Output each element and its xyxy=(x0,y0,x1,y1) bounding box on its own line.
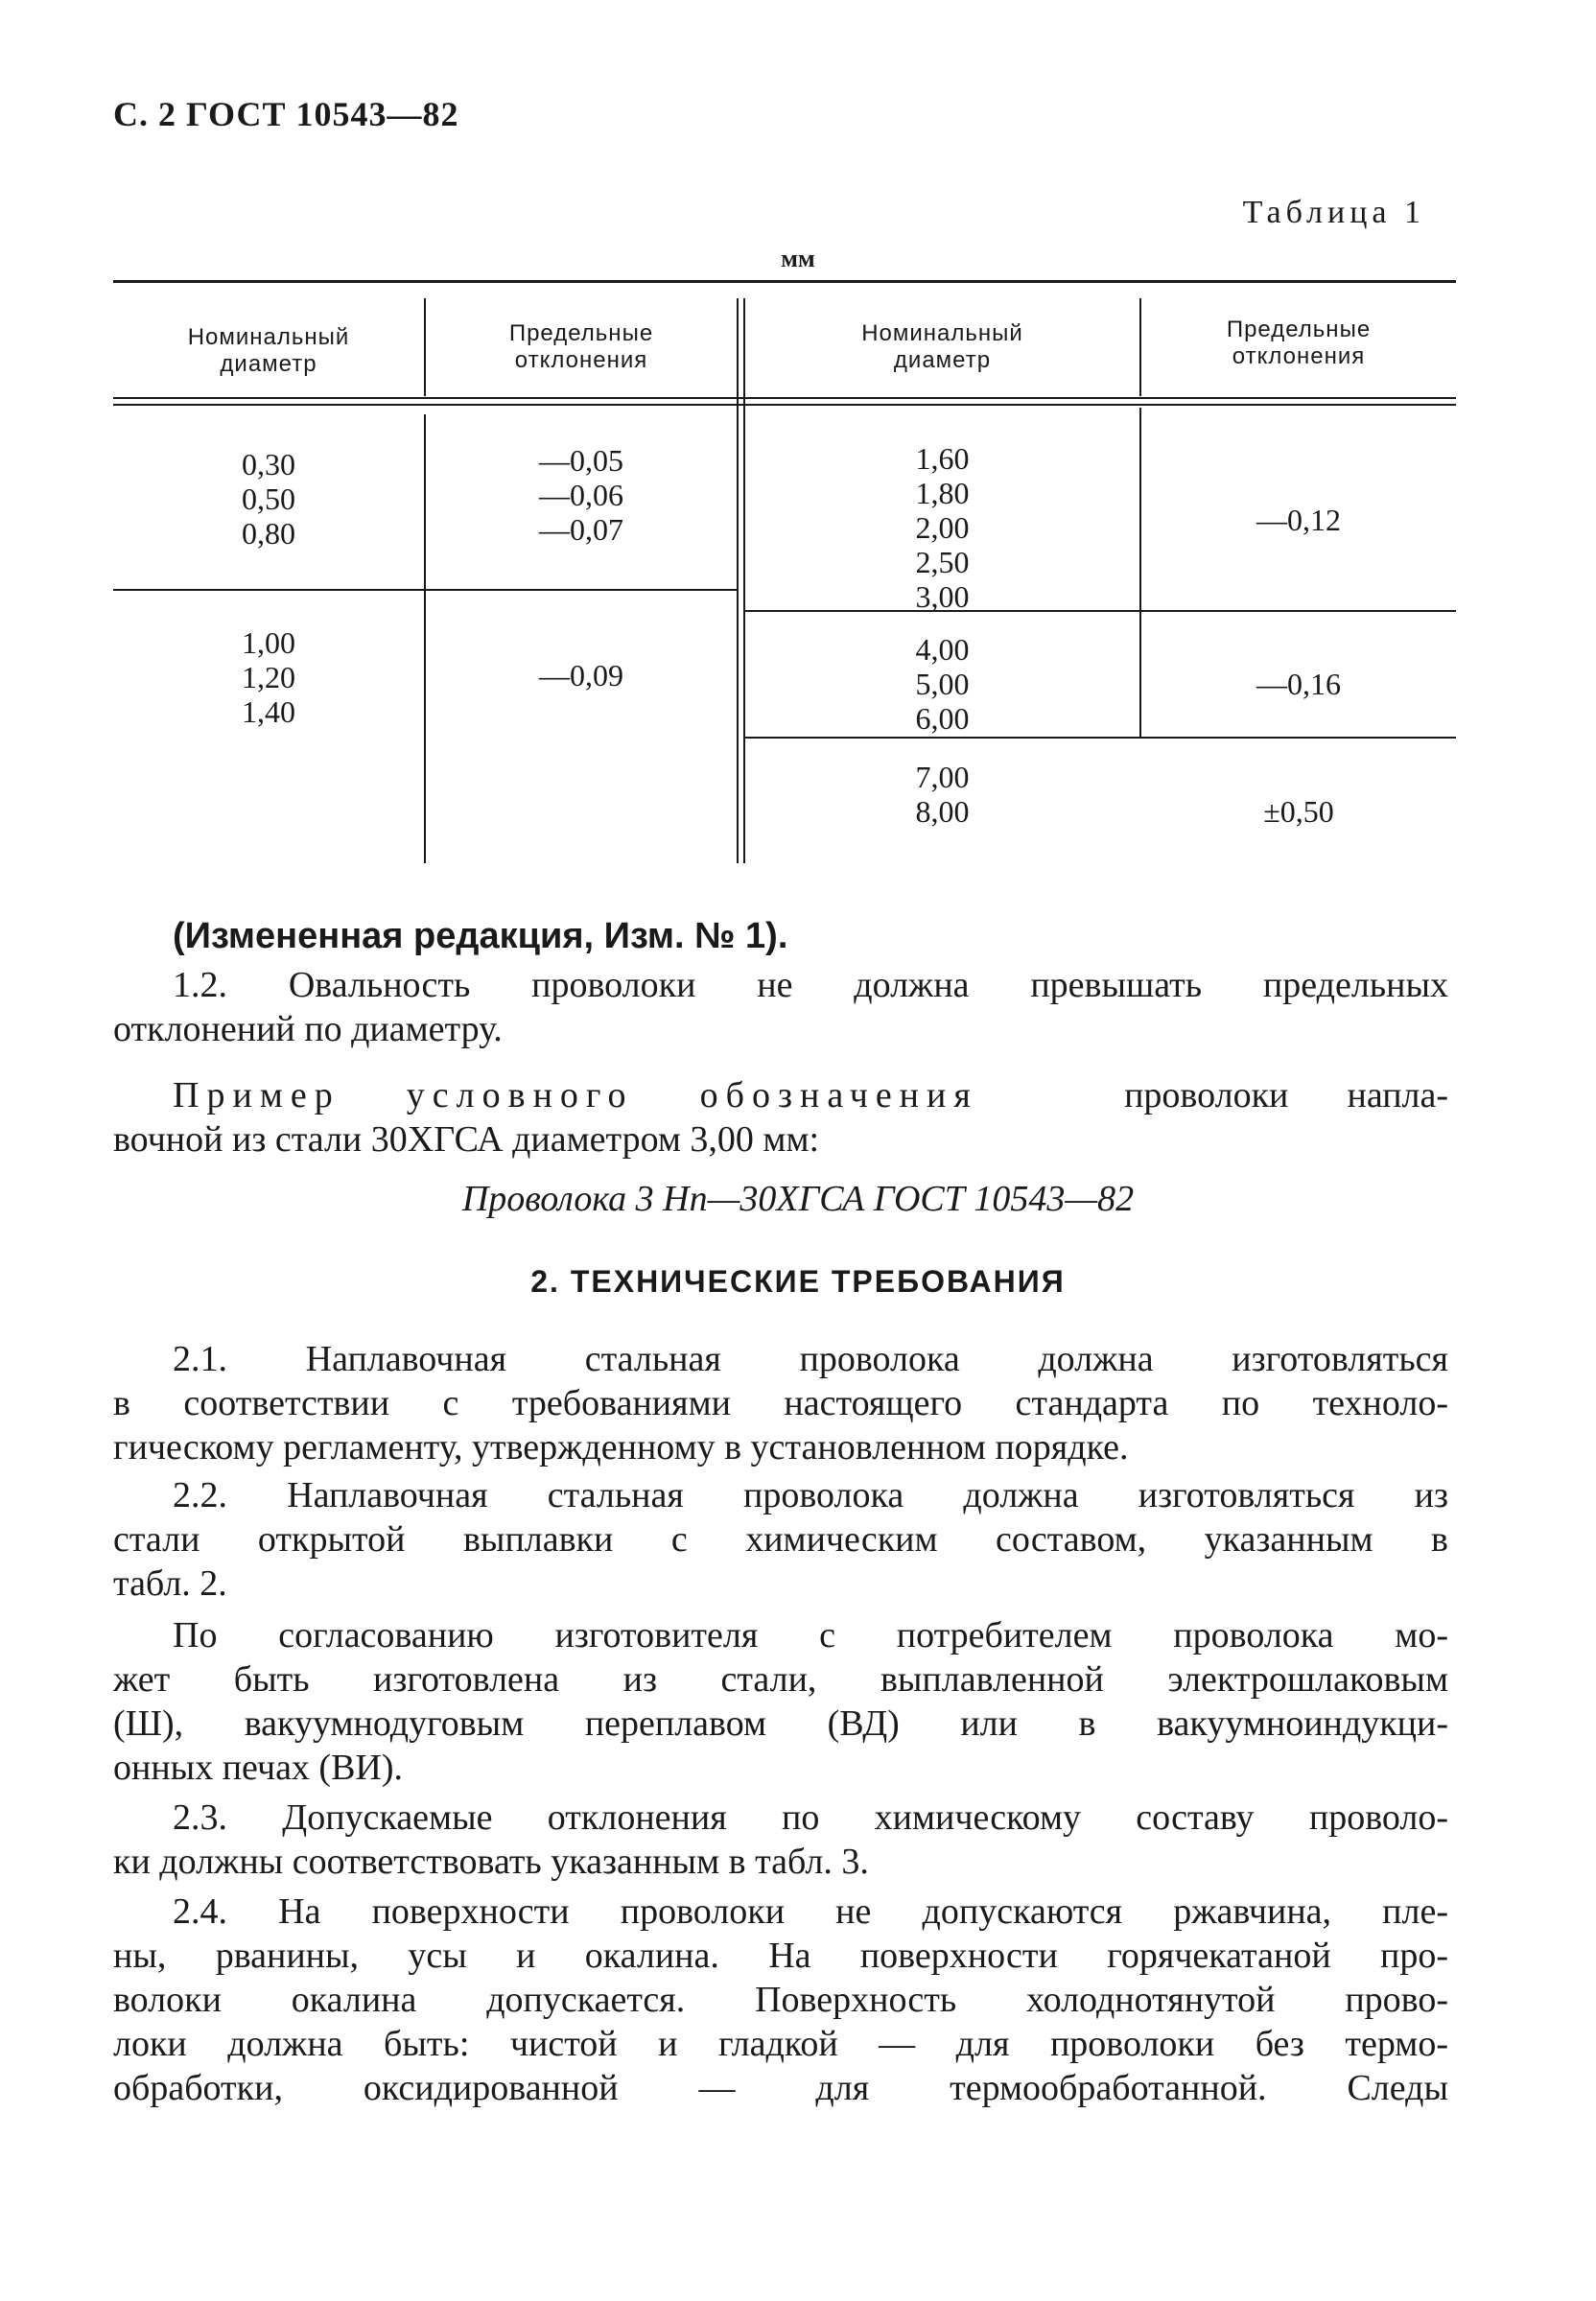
column-divider-double xyxy=(737,298,739,863)
clause-1-2-line: отклонений по диаметру. xyxy=(113,1009,503,1049)
clause-2-4-line: локи должна быть: чистой и гладкой — для проволоки без термо- xyxy=(113,2024,1448,2064)
table-unit: мм xyxy=(781,245,815,272)
header-nominal-diameter-left: Номинальный диаметр xyxy=(187,324,350,377)
clause-2-4-line: обработки, оксидированной — для термообработанной. Следы xyxy=(113,2068,1448,2108)
header-nominal-diameter-right: Номинальный диаметр xyxy=(861,320,1023,373)
clause-2-3-line: ки должны соответствовать указанным в табл. 3. xyxy=(113,1842,869,1882)
header-deviations-right: Предельные отклонения xyxy=(1226,317,1372,369)
clause-2-1-line: гическому регламенту, утвержденному в установленном порядке. xyxy=(113,1427,1129,1467)
agreement-line: онных печах (ВИ). xyxy=(113,1748,404,1788)
example-intro-line xyxy=(173,1074,1448,1116)
right-deviation-group-2: —0,16 xyxy=(1256,667,1341,701)
left-diameters-group-1: 0,30 0,50 0,80 xyxy=(242,447,295,551)
amendment-note: (Измененная редакция, Изм. № 1). xyxy=(173,916,788,956)
example-spaced-words: Пример условного обозначения xyxy=(173,1075,978,1115)
clause-2-2-line: стали открытой выплавки с химическим составом, указанным в xyxy=(113,1519,1448,1560)
left-diameters-group-2: 1,00 1,20 1,40 xyxy=(242,625,295,729)
left-deviations-group-2: —0,09 xyxy=(539,658,623,693)
clause-2-4-line: волоки окалина допускается. Поверхность холоднотянутой прово- xyxy=(113,1980,1448,2020)
clause-2-1-line: 2.1. Наплавочная стальная проволока должна изготовляться xyxy=(173,1339,1448,1379)
row-separator xyxy=(113,589,737,591)
example-line1-rest: проволоки напла- xyxy=(1124,1075,1449,1115)
right-diameters-group-2: 4,00 5,00 6,00 xyxy=(915,632,970,736)
right-deviation-group-3: ±0,50 xyxy=(1263,794,1334,829)
row-separator xyxy=(745,737,1456,739)
table-caption: Таблица 1 xyxy=(1242,195,1425,230)
right-diameters-group-1: 1,60 1,80 2,00 2,50 3,00 xyxy=(915,441,970,614)
right-diameters-group-3: 7,00 8,00 xyxy=(915,760,970,829)
table-header-rule xyxy=(113,397,1456,399)
clause-2-3-line: 2.3. Допускаемые отклонения по химическому составу проволо- xyxy=(173,1797,1448,1838)
clause-1-2-line: 1.2. Овальность проволоки не должна превышать предельных xyxy=(173,965,1448,1005)
page-header: С. 2 ГОСТ 10543—82 xyxy=(113,95,459,133)
clause-2-4-line: 2.4. На поверхности проволоки не допускаются ржавчина, пле- xyxy=(173,1891,1448,1932)
left-deviations-group-1: —0,05 —0,06 —0,07 xyxy=(539,443,623,547)
agreement-line: (Ш), вакуумнодуговым переплавом (ВД) или в вакуумноиндукци- xyxy=(113,1703,1448,1744)
example-line: вочной из стали 30ХГСА диаметром 3,00 мм: xyxy=(113,1119,820,1160)
clause-2-1-line: в соответствии с требованиями настоящего стандарта по техноло- xyxy=(113,1383,1448,1423)
agreement-line: По согласованию изготовителя с потребителем проволока мо- xyxy=(173,1615,1448,1655)
section-title: 2. ТЕХНИЧЕСКИЕ ТРЕБОВАНИЯ xyxy=(530,1264,1066,1299)
header-deviations-left: Предельные отклонения xyxy=(508,320,654,373)
clause-2-4-line: ны, рванины, усы и окалина. На поверхности горячекатаной про- xyxy=(113,1936,1448,1976)
clause-2-2-line: 2.2. Наплавочная стальная проволока должна изготовляться из xyxy=(173,1475,1448,1515)
clause-2-2-line: табл. 2. xyxy=(113,1563,227,1604)
right-deviation-group-1: —0,12 xyxy=(1256,503,1341,537)
example-designation: Проволока 3 Нп—30ХГСА ГОСТ 10543—82 xyxy=(461,1179,1135,1219)
table-top-rule xyxy=(113,280,1456,283)
agreement-line: жет быть изготовлена из стали, выплавленной электрошлаковым xyxy=(113,1659,1448,1700)
